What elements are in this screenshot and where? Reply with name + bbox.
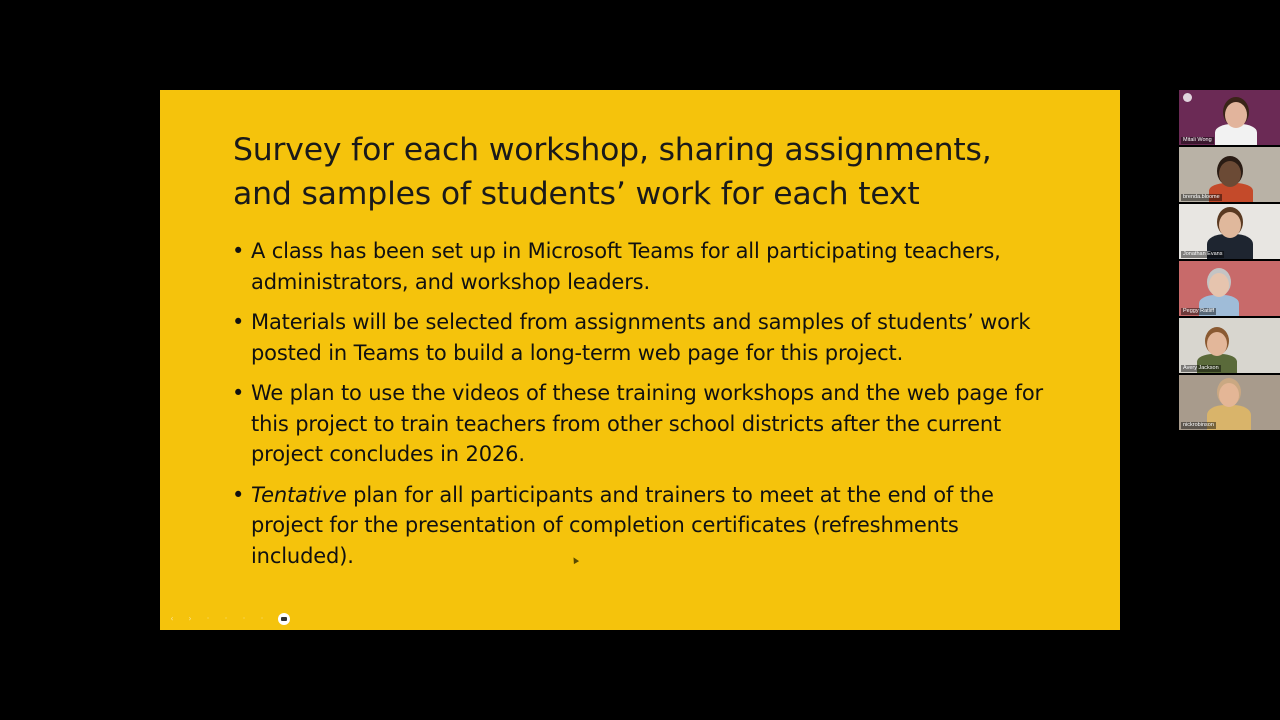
participant-tile[interactable] <box>1179 204 1280 259</box>
active-speaker-icon <box>1183 93 1192 102</box>
slide-title: Survey for each workshop, sharing assignments, and samples of students’ work for each text <box>233 132 992 212</box>
participant-name: brenda.bloome <box>1183 194 1220 200</box>
participant-tile[interactable] <box>1179 318 1280 373</box>
participant-name: Jonathan Evans <box>1183 251 1223 257</box>
participant-tile[interactable] <box>1179 147 1280 202</box>
slide-bullet: • Materials will be selected from assignments and samples of students’ work posted in Teams to build a long-term web page for this project. <box>232 307 1052 368</box>
pen-icon[interactable]: · <box>206 614 210 623</box>
shared-slide <box>160 90 1120 630</box>
more-options-icon[interactable]: · <box>260 614 264 623</box>
see-all-slides-icon[interactable]: · <box>224 614 228 623</box>
camera-icon[interactable] <box>278 613 290 625</box>
participant-video-face <box>1219 383 1239 407</box>
previous-slide-icon[interactable]: ‹ <box>170 614 174 623</box>
zoom-icon[interactable]: · <box>242 614 246 623</box>
slide-bullet: • A class has been set up in Microsoft Teams for all participating teachers, administrators, and workshop leaders. <box>232 236 1052 297</box>
participant-tile[interactable] <box>1179 261 1280 316</box>
participant-tile[interactable] <box>1179 375 1280 430</box>
participant-name: nickrobinson <box>1183 422 1214 428</box>
participant-name: Mitali Wong <box>1183 137 1212 143</box>
slide-bullet-list <box>232 236 1052 581</box>
participant-video-face <box>1219 161 1241 187</box>
participant-name: Avery Jackson <box>1183 365 1219 371</box>
participant-gallery <box>1179 90 1280 432</box>
slide-bullet: • Tentative plan for all participants and trainers to meet at the end of the project for the presentation of completion certificates (refreshments included). <box>232 480 1052 572</box>
next-slide-icon[interactable]: › <box>188 614 192 623</box>
participant-tile[interactable] <box>1179 90 1280 145</box>
participant-video-face <box>1225 102 1247 128</box>
participant-video-face <box>1209 273 1229 297</box>
participant-name: Peggy Ratliff <box>1183 308 1215 314</box>
participant-video-face <box>1219 212 1241 238</box>
participant-video-face <box>1207 332 1227 356</box>
slide-bullet: • We plan to use the videos of these training workshops and the web page for this project to train teachers from other school districts after the current project concludes in 2026. <box>232 378 1052 470</box>
slide-show-toolbar <box>160 608 308 630</box>
